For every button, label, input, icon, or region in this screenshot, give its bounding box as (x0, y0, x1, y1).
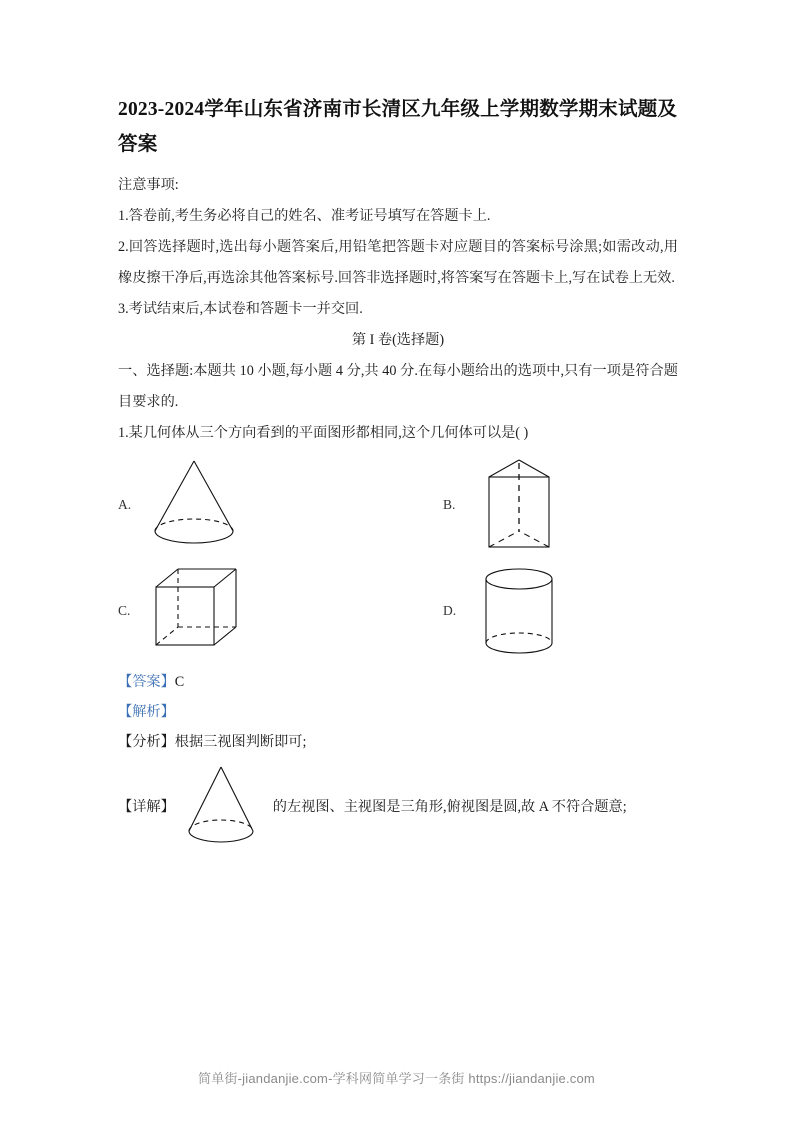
option-b[interactable] (443, 455, 573, 555)
cone-figure (140, 455, 248, 555)
notice-item-3: 3.考试结束后,本试卷和答题卡一并交回. (118, 301, 363, 317)
detail-row (118, 761, 678, 853)
option-c-label: C. (118, 603, 131, 618)
option-a[interactable] (118, 455, 248, 555)
option-c[interactable] (118, 561, 248, 661)
question-stem: 某几何体从三个方向看到的平面图形都相同,这个几何体可以是( ) (128, 425, 529, 441)
option-a-label: A. (118, 497, 132, 512)
detail-label: 【详解】 (118, 799, 175, 815)
analysis-line (118, 727, 678, 757)
document-content (118, 92, 678, 853)
answer-line (118, 667, 678, 697)
answer-label: 【答案】 (118, 674, 175, 690)
cylinder-figure (465, 561, 573, 661)
option-d-label: D. (443, 603, 457, 618)
question-line (118, 418, 678, 449)
analysis-text: 根据三视图判断即可; (174, 734, 307, 750)
notice-item-1: 1.答卷前,考生务必将自己的姓名、准考证号填写在答题卡上. (118, 208, 491, 224)
cone-figure (183, 761, 259, 853)
notice-item-2: 2.回答选择题时,选出每小题答案后,用铅笔把答题卡对应题目的答案标号涂黑;如需改动,用橡皮擦干净后,再选涂其他答案标号.回答非选择题时,将答案写在答题卡上,写在试卷上无效. (118, 239, 678, 286)
answer-value: C (174, 674, 185, 690)
footer-watermark: 简单街-jiandanjie.com-学科网简单学习一条街 https://jiandanjie.com (198, 1071, 595, 1086)
section-instruction: 一、选择题:本题共 10 小题,每小题 4 分,共 40 分.在每小题给出的选项中,只有一项是符合题目要求的. (118, 363, 678, 410)
notice-heading: 注意事项: (118, 177, 179, 193)
cube-figure (140, 561, 248, 661)
analysis-label: 【解析】 (118, 704, 175, 720)
question-options (118, 455, 678, 667)
triangular-prism-figure (465, 455, 573, 555)
option-d[interactable] (443, 561, 573, 661)
detail-text: 的左视图、主视图是三角形,俯视图是圆,故 A 不符合题意; (272, 799, 627, 815)
page-title: 2023-2024学年山东省济南市长清区九年级上学期数学期末试题及答案 (118, 99, 678, 155)
option-b-label: B. (443, 497, 456, 512)
analysis-tag: 【分析】 (118, 734, 175, 750)
question-number: 1. (118, 425, 129, 441)
paper-section-heading: 第 I 卷(选择题) (351, 332, 445, 348)
